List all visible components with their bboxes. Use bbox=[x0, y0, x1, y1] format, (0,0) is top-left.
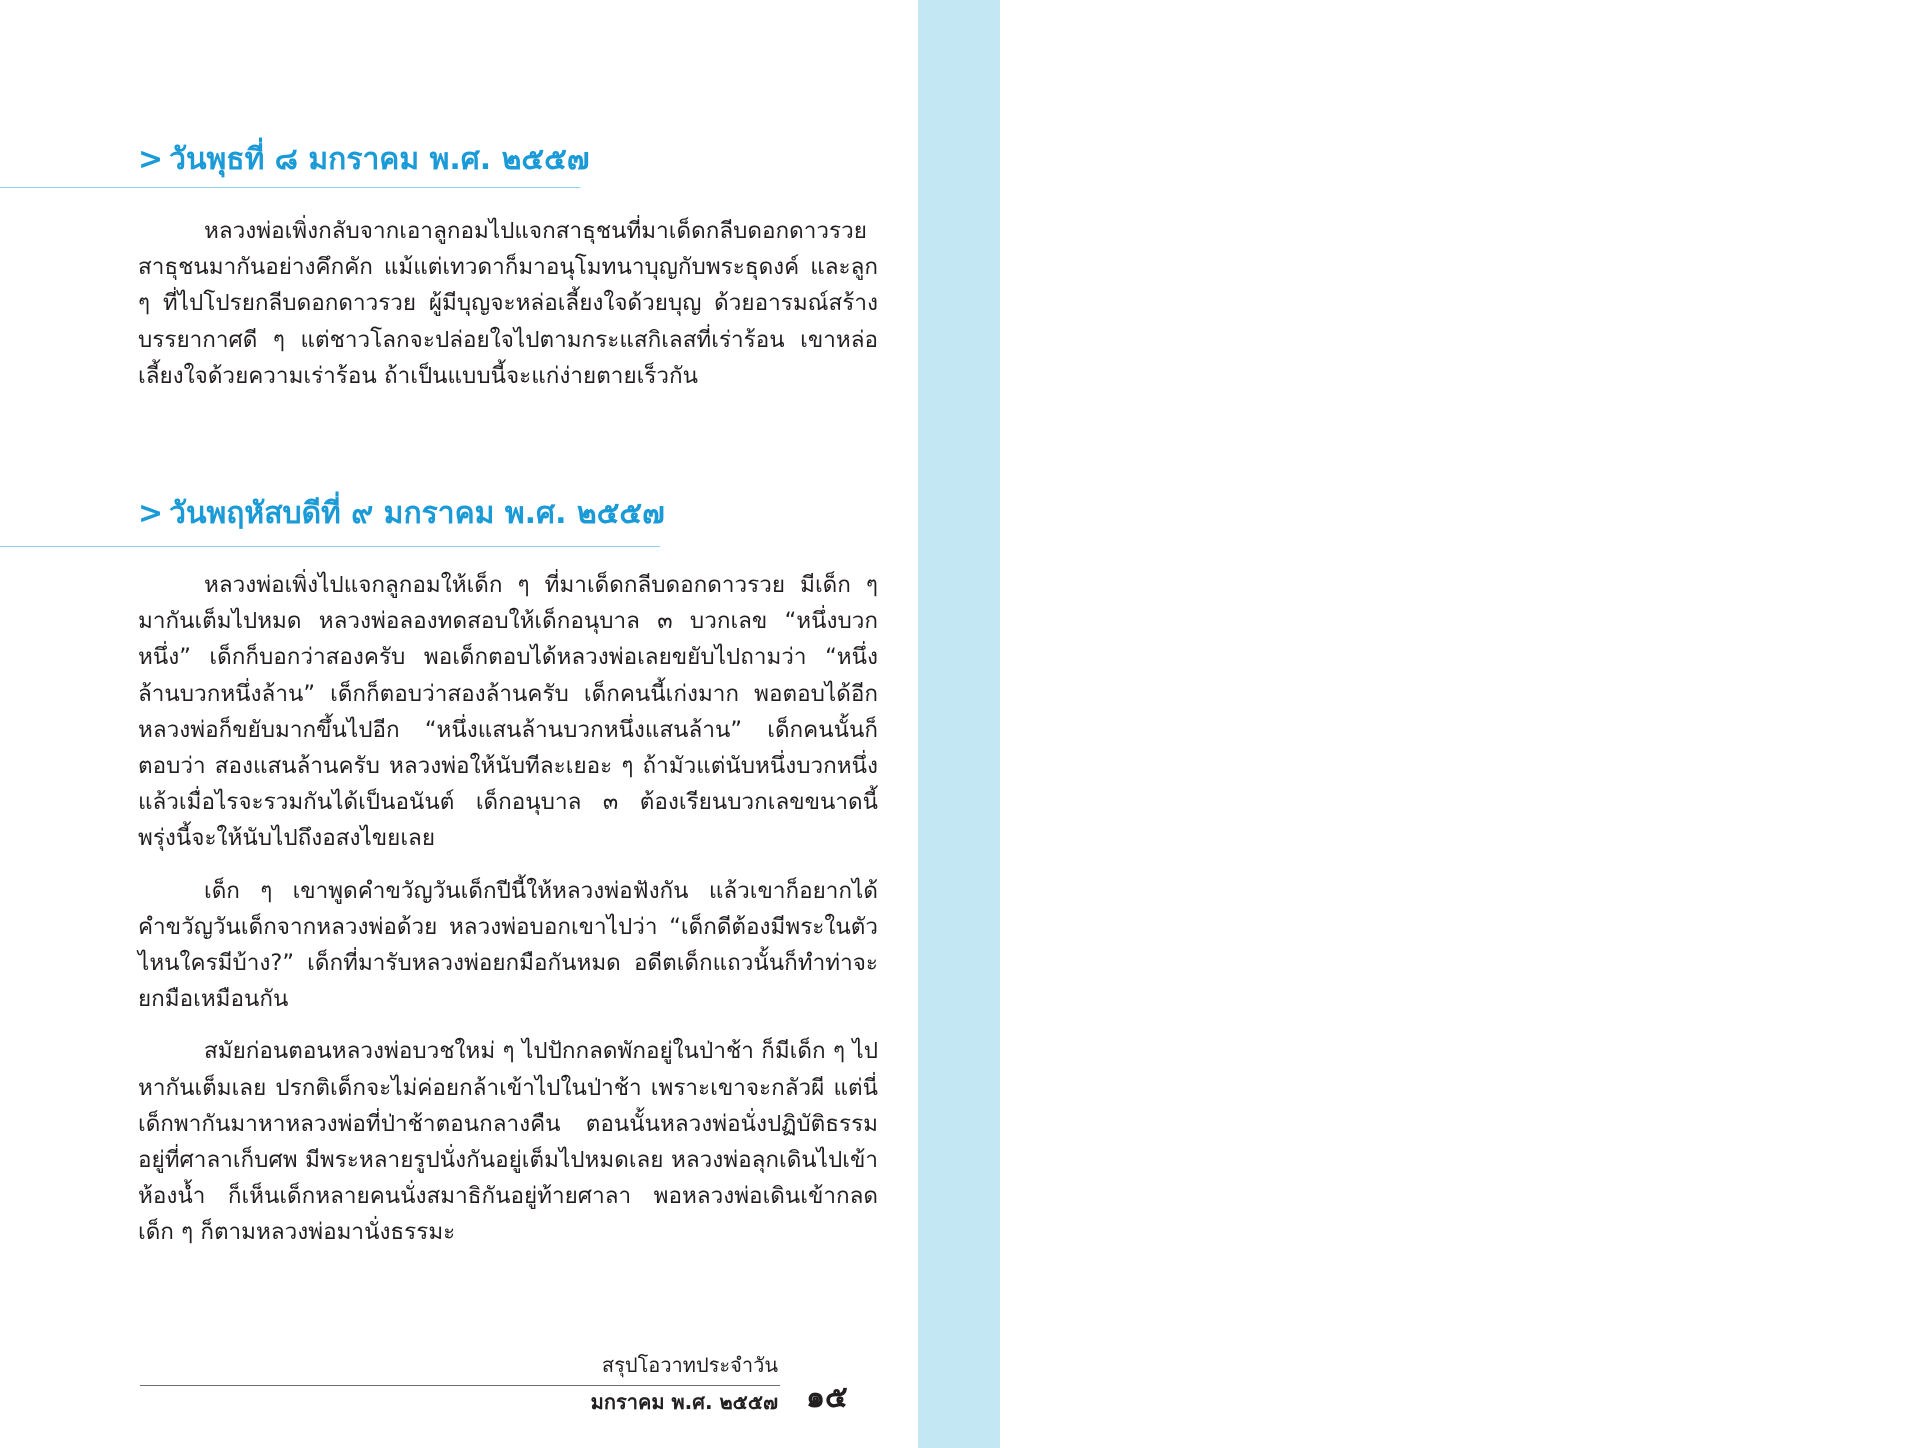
heading-marker: > bbox=[138, 496, 164, 531]
heading-text: วันพุธที่ ๘ มกราคม พ.ศ. ๒๕๕๗ bbox=[169, 142, 590, 177]
heading-text: วันพฤหัสบดีที่ ๙ มกราคม พ.ศ. ๒๕๕๗ bbox=[169, 496, 665, 531]
section-body-jan-9 bbox=[138, 567, 878, 1267]
section-heading-jan-9 bbox=[138, 494, 665, 534]
heading-marker: > bbox=[138, 142, 164, 177]
paragraph: หลวงพ่อเพิ่งกลับจากเอาลูกอมไปแจกสาธุชนที่มาเด็ดกลีบดอกดาวรวย สาธุชนมากันอย่างคึกคัก แม้แต่เทวดาก็มาอนุโมทนาบุญกับพระธุดงค์ และลูก ๆ ที่ไปโปรยกลีบดอกดาวรวย ผู้มีบุญจะหล่อเลี้ยงใจด้วยบุญ ด้วยอารมณ์สร้างบรรยากาศดี ๆ แต่ชาวโลกจะปล่อยใจไปตามกระแสกิเลสที่เร่าร้อน เขาหล่อเลี้ยงใจด้วยความเร่าร้อน ถ้าเป็นแบบนี้จะแก่ง่ายตายเร็วกัน bbox=[138, 218, 878, 389]
section-heading-jan-8 bbox=[138, 140, 589, 180]
section-divider bbox=[0, 187, 580, 188]
month-year-side-label: JANUARY 2557 bbox=[1842, 58, 1912, 582]
footer-month-year: มกราคม พ.ศ. ๒๕๕๗ bbox=[590, 1390, 778, 1414]
section-body-jan-8 bbox=[138, 213, 878, 410]
paragraph: เด็ก ๆ เขาพูดคำขวัญวันเด็กปีนี้ให้หลวงพ่อฟังกัน แล้วเขาก็อยากได้คำขวัญวันเด็กจากหลวงพ่อด้วย หลวงพ่อบอกเขาไปว่า “เด็กดีต้องมีพระในตัว ไหนใครมีบ้าง?” เด็กที่มารับหลวงพ่อยกมือกันหมด อดีตเด็กแถวนั้นก็ทำท่าจะยกมือเหมือนกัน bbox=[138, 877, 878, 1013]
footer-divider bbox=[140, 1385, 780, 1386]
section-divider bbox=[0, 546, 660, 547]
side-band bbox=[918, 0, 1912, 1448]
footer-book-title: สรุปโอวาทประจำวัน bbox=[601, 1353, 778, 1377]
paragraph: สมัยก่อนตอนหลวงพ่อบวชใหม่ ๆ ไปปักกลดพักอยู่ในป่าช้า ก็มีเด็ก ๆ ไปหากันเต็มเลย ปรกติเด็กจะไม่ค่อยกล้าเข้าไปในป่าช้า เพราะเขาจะกลัวผี แต่นี่เด็กพากันมาหาหลวงพ่อที่ป่าช้าตอนกลางคืน ตอนนั้นหลวงพ่อนั่งปฏิบัติธรรมอยู่ที่ศาลาเก็บศพ มีพระหลายรูปนั่งกันอยู่เต็มไปหมดเลย หลวงพ่อลุกเดินไปเข้าห้องน้ำ ก็เห็นเด็กหลายคนนั่งสมาธิกันอยู่ท้ายศาลา พอหลวงพ่อเดินเข้ากลด เด็ก ๆ ก็ตามหลวงพ่อมานั่งธรรมะ bbox=[138, 1038, 878, 1246]
page-number: ๑๕ bbox=[806, 1380, 848, 1415]
paragraph: หลวงพ่อเพิ่งไปแจกลูกอมให้เด็ก ๆ ที่มาเด็ดกลีบดอกดาวรวย มีเด็ก ๆ มากันเต็มไปหมด หลวงพ่อลองทดสอบให้เด็กอนุบาล ๓ บวกเลข “หนึ่งบวกหนึ่ง” เด็กก็บอกว่าสองครับ พอเด็กตอบได้หลวงพ่อเลยขยับไปถามว่า “หนึ่งล้านบวกหนึ่งล้าน” เด็กก็ตอบว่าสองล้านครับ เด็กคนนี้เก่งมาก พอตอบได้อีกหลวงพ่อก็ขยับมากขึ้นไปอีก “หนึ่งแสนล้านบวกหนึ่งแสนล้าน” เด็กคนนั้นก็ตอบว่า สองแสนล้านครับ หลวงพ่อให้นับทีละเยอะ ๆ ถ้ามัวแต่นับหนึ่งบวกหนึ่งแล้วเมื่อไรจะรวมกันได้เป็นอนันต์ เด็กอนุบาล ๓ ต้องเรียนบวกเลขขนาดนี้ พรุ่งนี้จะให้นับไปถึงอสงไขยเลย bbox=[138, 572, 878, 852]
